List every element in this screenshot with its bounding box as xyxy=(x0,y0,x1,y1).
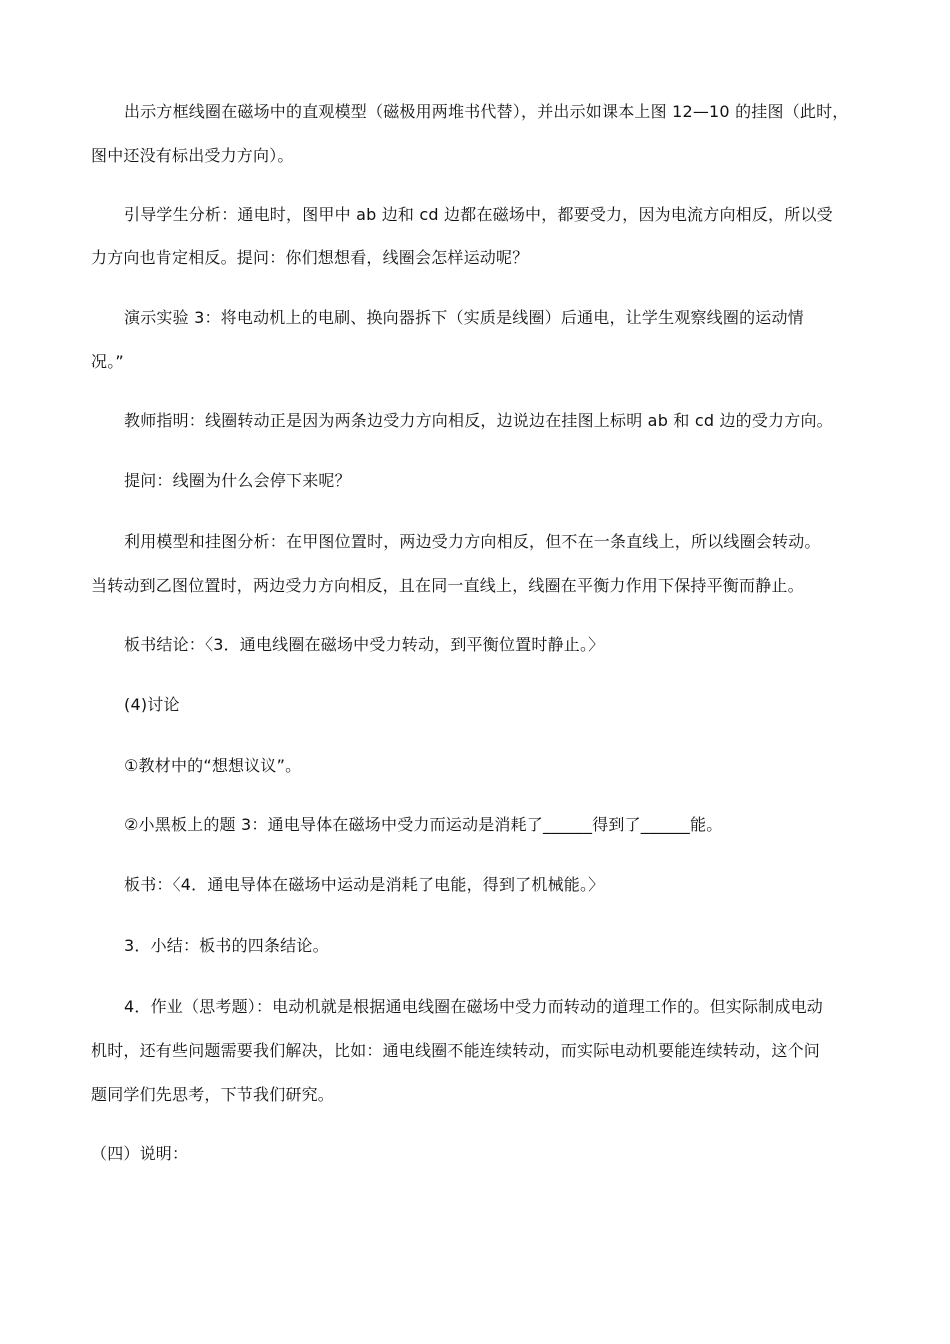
text-line: 利用模型和挂图分析：在甲图位置时，两边受力方向相反，但不在一条直线上，所以线圈会转动。 xyxy=(124,532,821,551)
text-line: 板书：〈4．通电导体在磁场中运动是消耗了电能，得到了机械能。〉 xyxy=(124,875,605,894)
text-line: 引导学生分析：通电时，图甲中 ab 边和 cd 边都在磁场中，都要受力，因为电流方向相反，所以受 xyxy=(124,205,833,224)
text-line: 提问：线圈为什么会停下来呢？ xyxy=(124,471,351,490)
text-line: ②小黑板上的题 3：通电导体在磁场中受力而运动是消耗了______得到了______能。 xyxy=(124,815,723,834)
text-line: ①教材中的“想想议议”。 xyxy=(124,756,302,775)
text-line: （四）说明： xyxy=(91,1144,189,1163)
text-line: 出示方框线圈在磁场中的直观模型（磁极用两堆书代替），并出示如课本上图 12—10 的挂图（此时， xyxy=(124,102,849,121)
text-line: 3．小结：板书的四条结论。 xyxy=(124,936,329,955)
text-line: 4．作业（思考题）：电动机就是根据通电线圈在磁场中受力而转动的道理工作的。但实际制成电动 xyxy=(124,997,823,1016)
text-line: 图中还没有标出受力方向）。 xyxy=(91,146,294,165)
text-line: 板书结论：〈3．通电线圈在磁场中受力转动，到平衡位置时静止。〉 xyxy=(124,635,605,654)
text-line: (4)讨论 xyxy=(124,695,180,714)
text-line: 教师指明：线圈转动正是因为两条边受力方向相反，边说边在挂图上标明 ab 和 cd 边的受力方向。 xyxy=(124,411,833,430)
text-line: 机时，还有些问题需要我们解决，比如：通电线圈不能连续转动，而实际电动机要能连续转动，这个问 xyxy=(91,1041,821,1060)
text-line: 演示实验 3：将电动机上的电刷、换向器拆下（实质是线圈）后通电，让学生观察线圈的运动情 xyxy=(124,308,804,327)
text-line: 况。” xyxy=(91,352,124,371)
text-line: 当转动到乙图位置时，两边受力方向相反，且在同一直线上，线圈在平衡力作用下保持平衡而静止。 xyxy=(91,576,804,595)
text-line: 力方向也肯定相反。提问：你们想想看，线圈会怎样运动呢？ xyxy=(91,248,529,267)
text-line: 题同学们先思考，下节我们研究。 xyxy=(91,1085,335,1104)
